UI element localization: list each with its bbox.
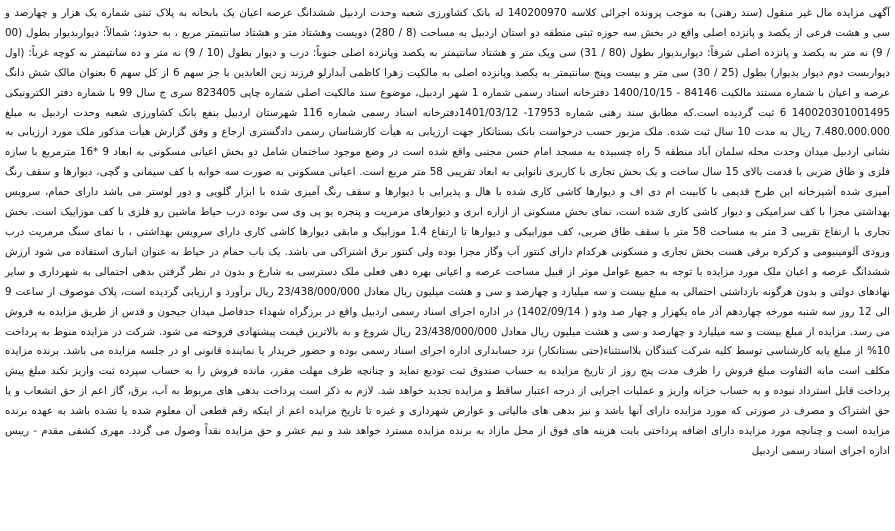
auction-notice-text: آگهی مزایده مال غیر منقول (سند رهنی) به موجب پرونده اجرائی کلاسه 140200970 له بانک کشاورزی شعبه وحدت اردبیل ششدانگ عرصه اعیان یک بابخانه به پلاک ثبتی شماره یک هزار و چهارصد و سی و هشت فرعی از یکصد و پانزده اصلی واقع در بخش سه حوزه ثبتی منطقه دو استان اردبیل به مساحت (8 / 280) دویست وهشتاد متر و هشتاد سانتیمتر مربع ، به حدود: شمالاً: دیواربدیوار بطول (00 / 9) نه متر به یکصد و پانزده اصلی شرقاً: دیواربدیوار بطول (80 / 31) سی ویک متر و هشتاد سانتیمتر به یکصد وپانزده اصلی جنوباً: درب و دیوار بطول (10 / 9) نه متر و ده سانتیمتر به کوچه غرباً: (اول دیواربست دوم دیوار بدیوار) بطول (25 / 30) سی متر و بیست وپنج سانتیمتر به یکصد وپانزده اصلی به مالکیت زهرا کاظمی آبدارلو فرزند زین العابدین با جز سهم 6 از کل سهم 6 بعنوان مالک شش دانگ عرصه و اعیان با شماره مستند مالکیت 84146 - 1400/10/15 دفترخانه اسناد رسمی شماره 1 شهر اردبیل، موضوع سند مالکیت اصلی شماره چاپی 823405 سری ج سال 99 با شماره دفتر الکترونیکی 140020301001495 6 ثبت گردیده است.که مطابق سند رهنی شماره 17953- 1401/03/12دفترخانه اسناد رسمی شماره 116 شهرستان اردبیل بنفع بانک کشاورزی شعبه وحدت اردبیل به مبلغ 7.480.000.000 ریال به مدت 10 سال ثبت شده. ملک مزبور حسب درخواست بانک بستانکار جهت ارزیابی به هیأت کارشناسان رسمی دادگستری ارجاع و وفق گزارش هیأت مذکور ملک مورد ارزیابی به نشانی اردبیل میدان وحدت محله سلمان آباد منطقه 5 راه چسبیده به مسجد امام حسن مجتبی واقع شده است در وضع موجود ساختمان شامل دو بخش اعیانی مسکونی به ابعاد 9 *16 مترمربع با سازه فلزی و طاق ضربی با قدمت بالای 15 سال ساخت و یک بخش تجاری با کاربری نانوایی به ابعاد تقریبی 58 متر مربع است. اعیانی مسکونی به صورت سه خوابه با کف سیمانی و گچی، دیوارها و سقف رنگ آمیزی شده آشپزخانه این طرح قدیمی با کابینت ام دی اف و دیوارها کاشی کاری شده با هال و پذیرایی با دیوارها و سقف رنگ آمیزی شده با ابزار گلویی و دور لوستر می باشد دارای حمام، سرویس بهداشتی مجزا با کف سرامیکی و دیوار کاشی کاری شده است، نمای بخش مسکونی از ازاره ابری و دیوارهای مرمریت و پنجره یو پی وی سی بوده درب حیاط ماشین رو فلزی با کف موزاییک است. بخش تجاری با ارتفاع تقریبی 3 متر به مساحت 58 متر با سقف طاق ضربی، کف موزاییکی و دیوارها تا ارتفاع 1.4 موزاییک و مابقی دیوارها کاشی کاری دارای سرویس بهداشتی ، با نمای سنگ مرمریت درب ورودی آلومینیومی و کرکره برقی هست بخش تجاری و مسکونی هرکدام دارای کنتور آب وگاز مجزا بوده ولی کنتور برق اشتراکی می باشد. یک باب حمام در حیاط به عنوان انباری استفاده می شود ارزش ششدانگ عرصه و اعیان ملک مورد مزایده با توجه به جمیع عوامل موثر از قبیل مساحت عرصه و اعیانی بهره دهی فعلی ملک دسترسی به شارع و بدون در نظر گرفتن بدهی احتمالی به شهرداری و سایر نهادهای دولتی و بدون هرگونه بازداشتی احتمالی به مبلغ بیست و سه میلیارد و چهارصد و سی و هشت میلیون ریال معادل 23/438/000/000 ریال برآورد و ارزیابی گردیده است، پلاک موصوف از ساعت 9 الی 12 روز سه شنبه مورخه چهاردهم آذر ماه یکهزار و چهار صد ودو ( 1402/09/14) در اداره اجرای اسناد رسمی اردبیل واقع در برزگراه شهداء حدفاصل میدان جیحون و قدس از طریق مزایده به فروش می رسد. مزایده از مبلغ بیست و سه میلیارد و چهارصد و سی و هشت میلیون ریال معادل 23/438/000/000 ریال شروع و به بالاترین قیمت پیشنهادی فروخته می شود. شرکت در مزایده منوط به پرداخت 10% از مبلغ پایه کارشناسی توسط کلیه شرکت کنندگان بلااستثناء(حتی بستانکار) نزد حسابداری اداره اجرای اسناد رسمی بوده و حضور خریدار یا نماینده قانونی او در جلسه مزایده می باشد. برنده مزایده مکلف است مابه التفاوت مبلغ فروش را ظرف مدت پنج روز از تاریخ مزایده به حساب صندوق ثبت تودیع نماید و چنانچه ظرف مهلت مقرر، مانده فروش را به حساب سپرده ثبت واریز نکند مبلغ پیش پرداخت قابل استرداد نبوده و به حساب خزانه واریز و عملیات اجرایی از درجه اعتبار ساقط و مزایده تجدید خواهد شد. لازم به ذکر است پرداخت بدهی های مربوط به آب، برق، گاز اعم از حق انشعاب و یا حق اشتراک و مصرف در صورتی که مورد مزایده دارای آنها باشد و نیز بدهی های مالیاتی و عوارض شهرداری و غیره تا تاریخ مزایده اعم از اینکه رقم قطعی آن معلوم شده یا نشده باشد به عهده برنده مزایده است و چنانچه مورد مزایده دارای اضافه پرداختی بابت هزینه های فوق از محل مازاد به برنده مزایده مسترد خواهد شد و نیم عشر و حق مزایده نقداً وصول می گردد. مهری کشفی مقدم - رییس اداره اجرای اسناد رسمی اردبیل [5, 7, 891, 457]
